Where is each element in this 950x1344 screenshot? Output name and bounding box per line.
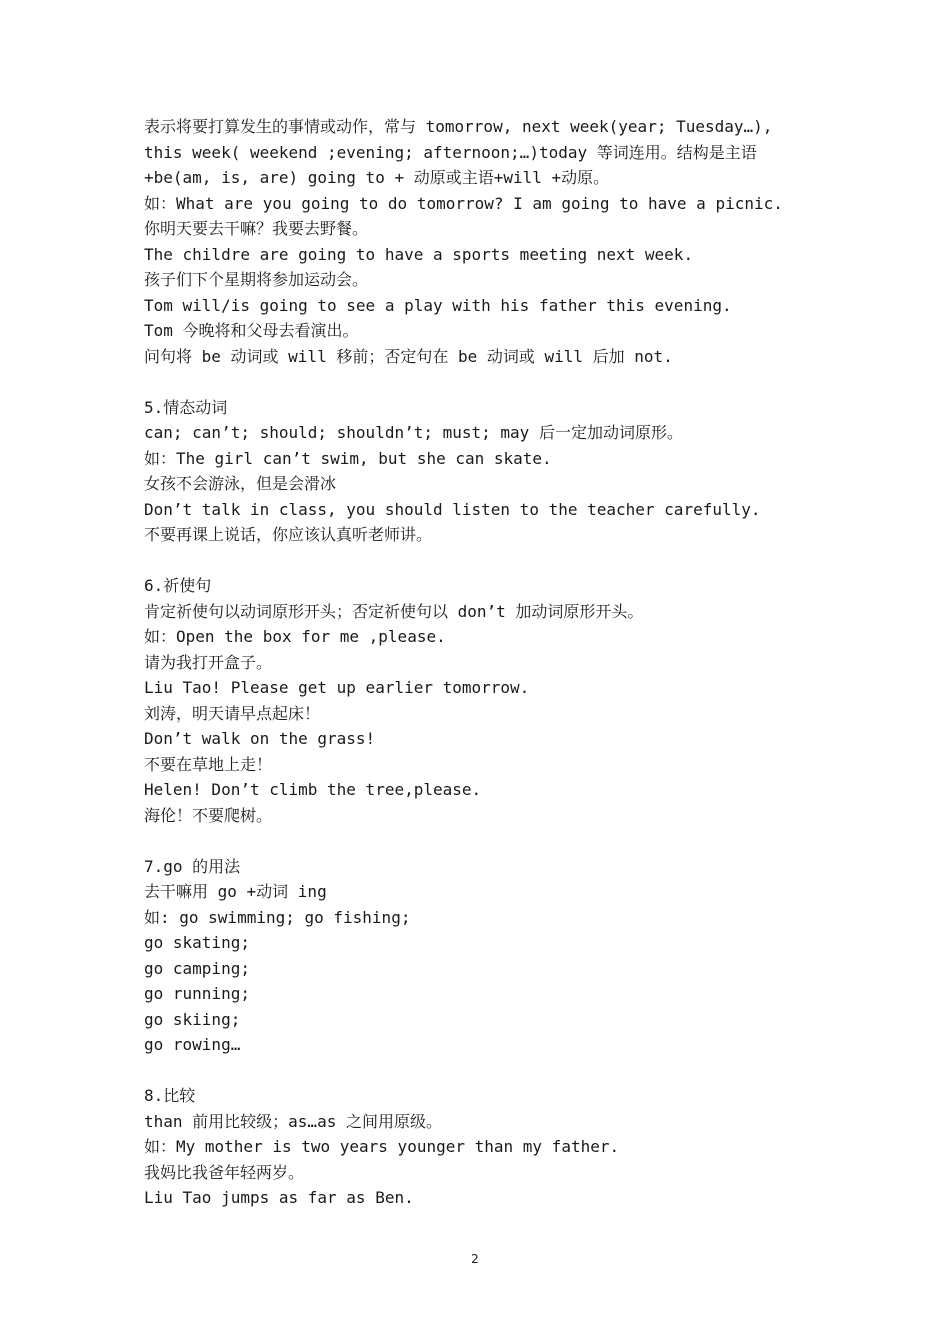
intro-line-5: 你明天要去干嘛？我要去野餐。: [144, 219, 369, 238]
section-spacer: [144, 828, 804, 854]
section-line: 刘涛，明天请早点起床！: [144, 703, 321, 723]
section-line: 海伦！不要爬树。: [144, 805, 273, 825]
section-heading: 7.go 的用法: [144, 856, 241, 876]
intro-line-1: 表示将要打算发生的事情或动作，常与 tomorrow, next week(year; Tuesday…),: [144, 117, 773, 136]
section-heading: 5.情态动词: [144, 397, 228, 417]
section-comparison: [144, 1083, 804, 1211]
section-line: Don’t talk in class, you should listen to the teacher carefully.: [144, 499, 761, 519]
section-imperatives: [144, 573, 804, 828]
section-line: Liu Tao jumps as far as Ben.: [144, 1188, 414, 1207]
section-line: 如: go swimming; go fishing;: [144, 907, 411, 927]
section-line: go rowing…: [144, 1035, 241, 1054]
page-number: 2: [471, 1252, 479, 1266]
section-line: than 前用比较级；as…as 之间用原级。: [144, 1111, 442, 1131]
section-line: 去干嘛用 go +动词 ing: [144, 882, 327, 901]
section-line: 不要在草地上走！: [144, 754, 273, 774]
section-spacer: [144, 1058, 804, 1084]
section-line: 肯定祈使句以动词原形开头；否定祈使句以 don’t 加动词原形开头。: [144, 601, 644, 621]
section-line: 女孩不会游泳，但是会滑冰: [144, 474, 337, 493]
document-body: [144, 114, 804, 1211]
section-line: can; can’t; should; shouldn’t; must; may 后一定加动词原形。: [144, 423, 683, 442]
section-line: go running;: [144, 984, 250, 1003]
section-line: Helen! Don’t climb the tree,please.: [144, 780, 482, 799]
section-line: 如：My mother is two years younger than my father.: [144, 1137, 620, 1156]
intro-line-10: 问句将 be 动词或 will 移前；否定句在 be 动词或 will 后加 not.: [144, 346, 673, 366]
intro-line-3: +be(am, is, are) going to + 动原或主语+will +动原。: [144, 168, 610, 187]
section-go-usage: [144, 854, 804, 1058]
intro-line-8: Tom will/is going to see a play with his father this evening.: [144, 295, 732, 315]
intro-line-6: The childre are going to have a sports meeting next week.: [144, 244, 694, 264]
section-line: 请为我打开盒子。: [144, 652, 273, 672]
section-line: Liu Tao! Please get up earlier tomorrow.: [144, 678, 530, 697]
section-line: 我妈比我爸年轻两岁。: [144, 1162, 305, 1182]
intro-section: [144, 114, 804, 369]
section-line: 不要再课上说话，你应该认真听老师讲。: [144, 525, 433, 544]
section-modal-verbs: [144, 395, 804, 548]
section-line: go skating;: [144, 933, 250, 952]
intro-line-7: 孩子们下个星期将参加运动会。: [144, 270, 369, 289]
section-spacer: [144, 369, 804, 395]
section-spacer: [144, 548, 804, 574]
section-heading: 6.祈使句: [144, 576, 212, 595]
intro-line-2: this week( weekend ;evening; afternoon;…)today 等词连用。结构是主语: [144, 142, 757, 162]
section-line: 如：Open the box for me ,please.: [144, 627, 446, 646]
section-line: go camping;: [144, 958, 250, 978]
section-line: go skiing;: [144, 1009, 241, 1029]
section-heading: 8.比较: [144, 1086, 196, 1105]
section-line: 如：The girl can’t swim, but she can skate.: [144, 448, 552, 468]
intro-line-4: 如：What are you going to do tomorrow? I am going to have a picnic.: [144, 193, 783, 213]
intro-line-9: Tom 今晚将和父母去看演出。: [144, 321, 359, 340]
section-line: Don’t walk on the grass!: [144, 729, 376, 748]
